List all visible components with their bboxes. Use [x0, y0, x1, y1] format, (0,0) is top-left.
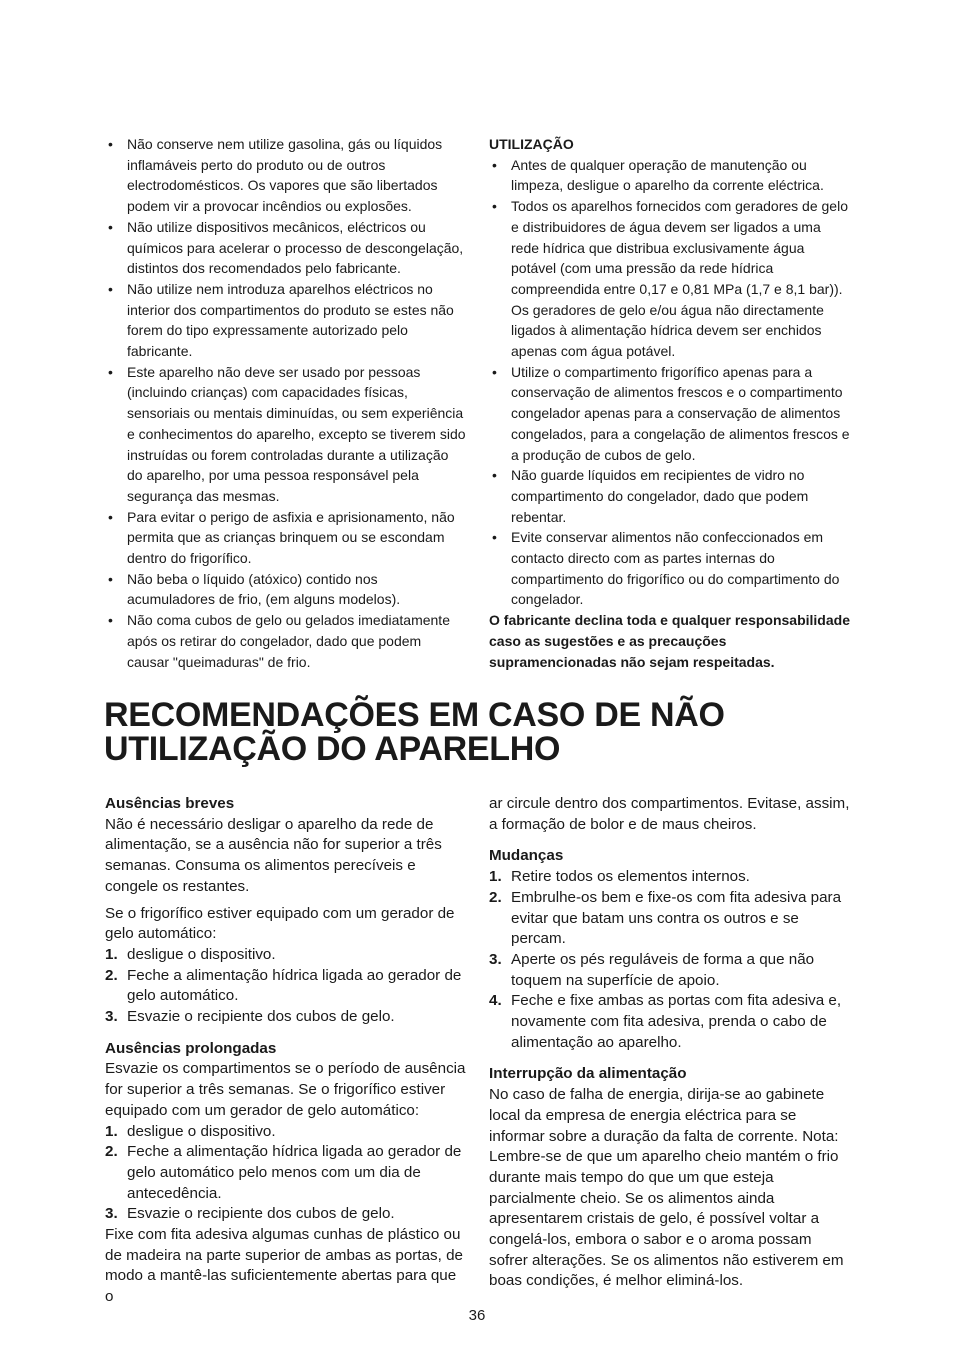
- ausencias-breves-steps: [105, 945, 467, 1028]
- bottom-right-column: [489, 794, 851, 1292]
- ausencias-prolongadas-heading: Ausências prolongadas: [105, 1039, 277, 1057]
- list-item: [105, 1204, 467, 1225]
- bottom-left-column: [105, 794, 467, 1308]
- step-text: Aperte os pés reguláveis de forma a que não toquem na superfície de apoio.: [511, 950, 815, 989]
- page-title: RECOMENDAÇÕES EM CASO DE NÃO UTILIZAÇÃO DO APARELHO: [104, 696, 725, 768]
- list-item: • Utilize o compartimento frigorífico apenas para a conservação de alimentos frescos e o compartimento congelador apenas para a conservação de alimentos congelados, para a congelação de alimentos frescos e a produção de cubos de gelo.: [489, 362, 851, 466]
- list-item: • Antes de qualquer operação de manutenção ou limpeza, desligue o aparelho da corrente eléctrica.: [489, 155, 851, 196]
- step-number: 2.: [105, 966, 118, 984]
- list-item: • Não guarde líquidos em recipientes de vidro no compartimento do congelador, dado que podem rebentar.: [489, 465, 851, 527]
- step-number: 2.: [489, 888, 502, 906]
- step-text: Embrulhe-os bem e fixe-os com fita adesiva para evitar que batam uns contra os outros e se percam.: [511, 888, 842, 948]
- list-item: [105, 1007, 467, 1028]
- interrupcao-text: No caso de falha de energia, dirija-se ao gabinete local da empresa de energia eléctrica para se informar sobre a duração da falta de corrente. Nota: Lembre-se de que um aparelho cheio mantém o frio durante mais tempo do que um que esteja parcialmente cheio. Se os alimentos ainda apresentarem cristais de gelo, é possível voltar a congelá-los, embora o sabor e o aroma possam sofrer alterações. Se os alimentos não estiverem em boas condições, é melhor eliminá-los.: [489, 1086, 844, 1290]
- ausencias-prolongadas-steps: [105, 1122, 467, 1226]
- list-item: [105, 945, 467, 966]
- ausencias-breves-text: Não é necessário desligar o aparelho da rede de alimentação, se a ausência não for superior a três semanas. Consuma os alimentos perecíveis e congele os restantes.: [105, 815, 442, 895]
- utilizacao-bullet-list: [489, 155, 851, 610]
- ausencias-prolongadas-text: Esvazie os compartimentos se o período de ausência for superior a três semanas. Se o frigorífico estiver equipado com um gerador de gelo automático:: [105, 1060, 466, 1119]
- step-number: 1.: [105, 945, 118, 963]
- safety-bullets-column: [105, 134, 467, 672]
- list-item: • Para evitar o perigo de asfixia e aprisionamento, não permita que as crianças brinquem ou se escondam dentro do frigorífico.: [105, 507, 467, 569]
- list-item: [489, 991, 851, 1053]
- list-item: • Não utilize dispositivos mecânicos, eléctricos ou químicos para acelerar o processo de descongelação, distintos dos recomendados pelo fabricante.: [105, 217, 467, 279]
- step-number: 1.: [105, 1122, 118, 1140]
- list-item: [489, 867, 851, 888]
- step-number: 2.: [105, 1143, 118, 1161]
- step-number: 3.: [105, 1205, 118, 1223]
- interrupcao-heading: Interrupção da alimentação: [489, 1065, 687, 1083]
- step-text: Esvazie o recipiente dos cubos de gelo.: [127, 1205, 395, 1223]
- ausencias-breves-heading: Ausências breves: [105, 795, 235, 812]
- safety-bullet-list: [105, 134, 467, 672]
- list-item: • Todos os aparelhos fornecidos com geradores de gelo e distribuidores de água devem ser ligados a uma rede hídrica que distribua exclusivamente água potável (com uma pressão da rede hídrica compreendida entre 0,17 e 0,81 MPa (1,7 e 8,1 bar)). Os geradores de gelo e/ou água não directamente ligados à alimentação hídrica devem ser enchidos apenas com água potável.: [489, 196, 851, 362]
- list-item: [105, 1142, 467, 1204]
- ausencias-prolongadas-text-2: Fixe com fita adesiva algumas cunhas de plástico ou de madeira na parte superior de ambas as portas, de modo a mantê-las suficientemente abertas para que o: [105, 1226, 463, 1306]
- list-item: [489, 888, 851, 950]
- ausencias-prolongadas-text-continued: ar circule dentro dos compartimentos. Evitase, assim, a formação de bolor e de maus cheiros.: [489, 795, 850, 833]
- step-text: Esvazie o recipiente dos cubos de gelo.: [127, 1008, 395, 1026]
- disclaimer: O fabricante declina toda e qualquer responsabilidade caso as sugestões e as precauções supramencionadas não sejam respeitadas.: [489, 612, 850, 670]
- utilizacao-heading: UTILIZAÇÃO: [489, 136, 574, 152]
- utilizacao-column: [489, 134, 851, 672]
- step-text: Feche a alimentação hídrica ligada ao gerador de gelo automático pelo menos com um dia de antecedência.: [127, 1143, 462, 1202]
- step-number: 3.: [105, 1008, 118, 1026]
- step-text: Feche e fixe ambas as portas com fita adesiva e, novamente com fita adesiva, prenda o cabo de alimentação ao aparelho.: [511, 992, 842, 1051]
- ausencias-breves-text-2: Se o frigorífico estiver equipado com um gerador de gelo automático:: [105, 904, 455, 943]
- list-item: • Não coma cubos de gelo ou gelados imediatamente após os retirar do congelador, dado que podem causar "queimaduras" de frio.: [105, 610, 467, 672]
- mudancas-steps: [489, 867, 851, 1053]
- page-number: 36: [468, 1307, 486, 1324]
- step-text: Retire todos os elementos internos.: [511, 868, 750, 886]
- list-item: • Não conserve nem utilize gasolina, gás ou líquidos inflamáveis perto do produto ou de outros electrodomésticos. Os vapores que são libertados podem vir a provocar incêndios ou explosões.: [105, 134, 467, 217]
- step-number: 3.: [489, 950, 502, 968]
- list-item: • Não utilize nem introduza aparelhos eléctricos no interior dos compartimentos do produto se estes não forem do tipo expressamente autorizado pelo fabricante.: [105, 279, 467, 362]
- list-item: [105, 966, 467, 1007]
- list-item: [105, 1122, 467, 1143]
- list-item: • Evite conservar alimentos não confeccionados em contacto directo com as partes internas do compartimento do frigorífico ou do compartimento do congelador.: [489, 527, 851, 610]
- mudancas-heading: Mudanças: [489, 847, 564, 865]
- step-number: 1.: [489, 868, 502, 886]
- step-text: desligue o dispositivo.: [127, 945, 276, 963]
- step-text: desligue o dispositivo.: [127, 1122, 276, 1140]
- step-number: 4.: [489, 992, 502, 1010]
- list-item: • Este aparelho não deve ser usado por pessoas (incluindo crianças) com capacidades físicas, sensoriais ou mentais diminuídas, ou sem experiência e conhecimentos do aparelho, excepto se tiverem sido instruídas ou forem controladas durante a utilização do aparelho, por uma pessoa responsável pela segurança das mesmas.: [105, 362, 467, 507]
- list-item: • Não beba o líquido (atóxico) contido nos acumuladores de frio, (em alguns modelos).: [105, 569, 467, 610]
- step-text: Feche a alimentação hídrica ligada ao gerador de gelo automático.: [127, 966, 462, 1005]
- list-item: [489, 950, 851, 991]
